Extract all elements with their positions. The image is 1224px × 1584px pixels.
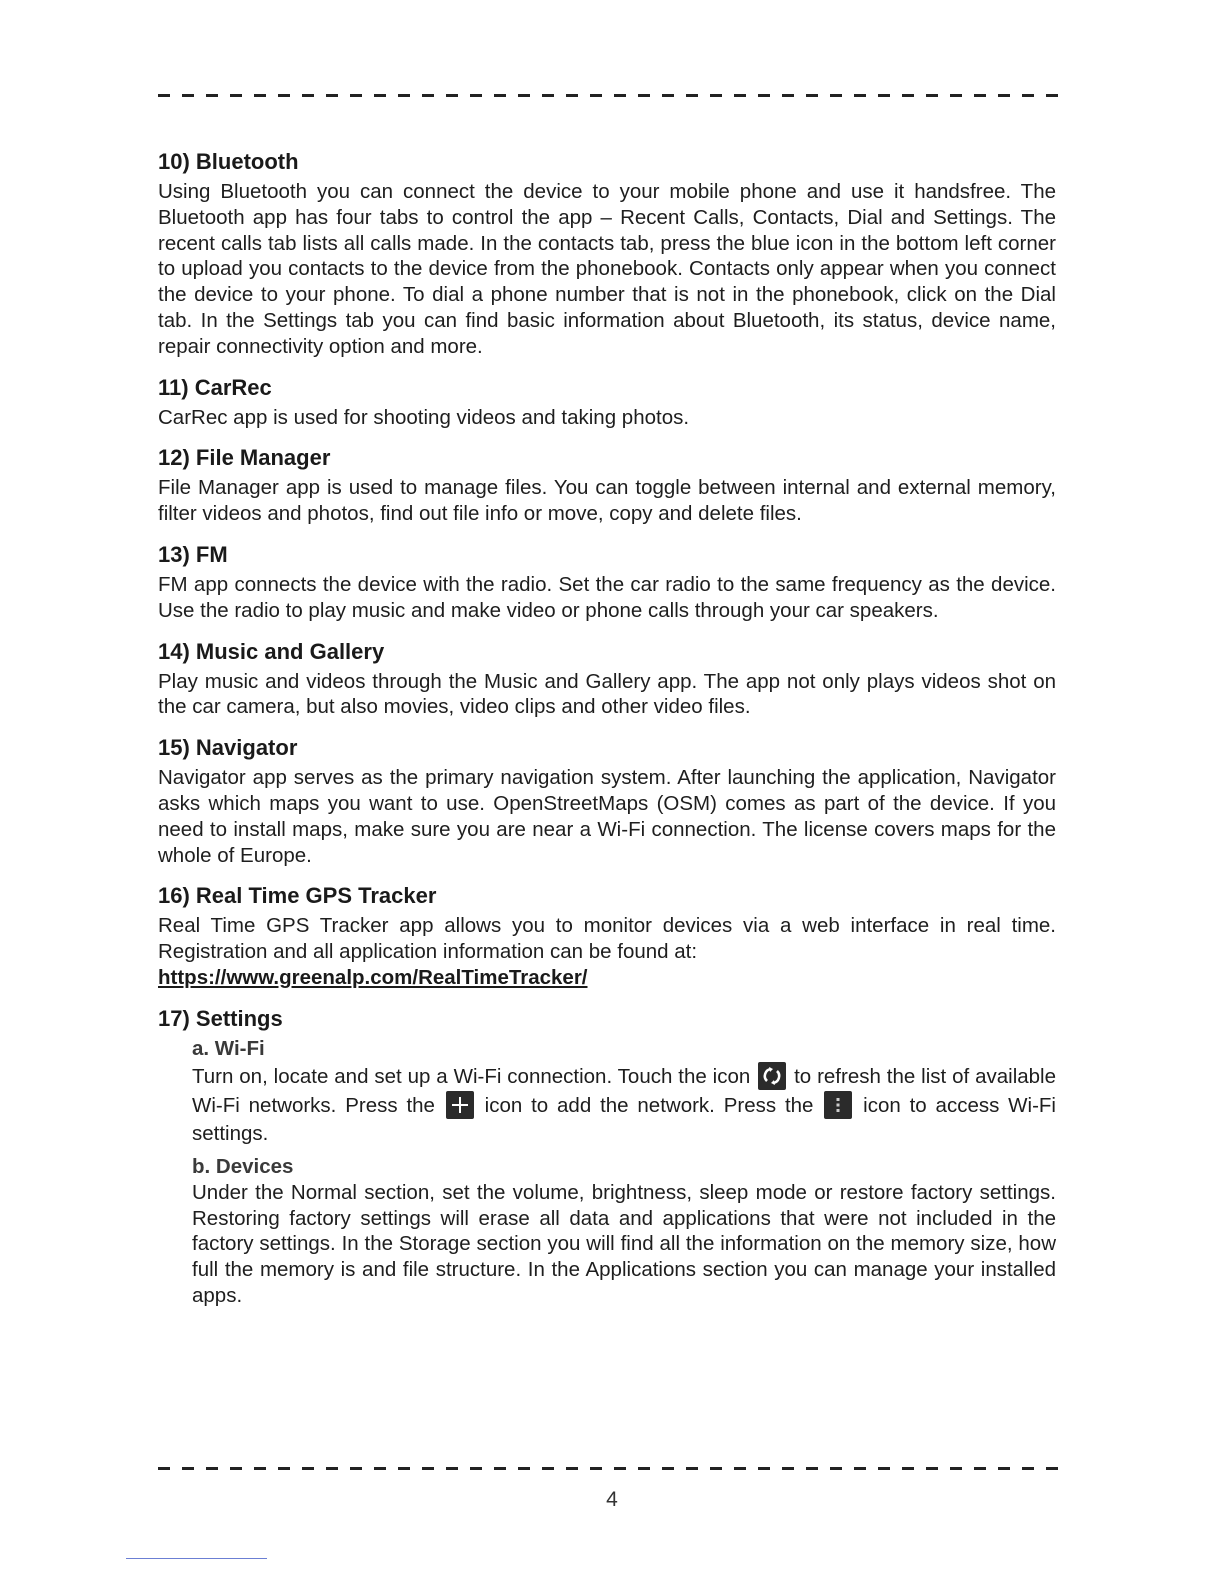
section-bluetooth <box>158 148 1056 360</box>
wifi-text: to refresh the list of available Wi-Fi networks. Press the <box>192 1064 1057 1117</box>
section-body: Real Time GPS Tracker app allows you to monitor devices via a web interface in real time. Registration and all application information can be found at: <box>158 914 1056 964</box>
wifi-text: Turn on, locate and set up a Wi-Fi connection. Touch the icon <box>192 1064 751 1088</box>
menu-dots-icon <box>824 1091 852 1119</box>
bottom-dashed-divider <box>158 1467 1058 1470</box>
plus-icon <box>446 1091 474 1119</box>
subsection-devices <box>192 1154 1056 1309</box>
section-body: File Manager app is used to manage files. You can toggle between internal and external memory, filter videos and photos, find out file info or move, copy and delete files. <box>158 476 1056 526</box>
section-title: 17) Settings <box>158 1005 283 1031</box>
subsection-title: a. Wi-Fi <box>192 1036 265 1060</box>
wifi-text: icon to add the network. Press the <box>484 1093 814 1117</box>
section-carrec <box>158 374 1056 431</box>
section-fm <box>158 541 1056 624</box>
section-file-manager <box>158 444 1056 527</box>
section-body: Using Bluetooth you can connect the device to your mobile phone and use it handsfree. The Bluetooth app has four tabs to control the app – Recent Calls, Contacts, Dial and Settings. The recent calls tab lists all calls made. In the contacts tab, press the blue icon in the bottom left corner to upload you contacts to the device from the phonebook. Contacts only appear when you connect the device to your phone. To dial a phone number that is not in the phonebook, click on the Dial tab. In the Settings tab you can find basic information about Bluetooth, its status, device name, repair connectivity option and more. <box>158 180 1056 358</box>
refresh-icon <box>758 1062 786 1090</box>
section-body: Navigator app serves as the primary navigation system. After launching the application, Navigator asks which maps you want to use. OpenStreetMaps (OSM) comes as part of the device. If you need to install maps, make sure you are near a Wi-Fi connection. The license covers maps for the whole of Europe. <box>158 766 1056 867</box>
tracker-link[interactable]: https://www.greenalp.com/RealTimeTracker/ <box>158 965 588 989</box>
section-title: 15) Navigator <box>158 735 298 761</box>
section-navigator <box>158 734 1056 868</box>
section-title: 11) CarRec <box>158 374 272 400</box>
footer-rule <box>126 1558 267 1559</box>
section-title: 13) FM <box>158 541 228 567</box>
section-title: 14) Music and Gallery <box>158 638 385 664</box>
section-title: 10) Bluetooth <box>158 149 299 174</box>
devices-body: Under the Normal section, set the volume, brightness, sleep mode or restore factory settings. Restoring factory settings will erase all data and applications that were not included in the factory settings. In the Storage section you will find all the information on the memory size, how full the memory is and file structure. In the Applications section you can manage your installed apps. <box>192 1180 1056 1307</box>
page-content <box>158 148 1056 1323</box>
section-title: 16) Real Time GPS Tracker <box>158 883 437 909</box>
section-title: 12) File Manager <box>158 445 331 471</box>
section-body: FM app connects the device with the radio. Set the car radio to the same frequency as the device. Use the radio to play music and make video or phone calls through your car speakers. <box>158 572 1056 622</box>
section-music-gallery <box>158 638 1056 721</box>
wifi-body <box>192 1062 1056 1148</box>
subsection-title: b. Devices <box>192 1154 294 1178</box>
section-body: Play music and videos through the Music and Gallery app. The app not only plays videos shot on the car camera, but also movies, video clips and other video files. <box>158 669 1056 719</box>
section-gps-tracker <box>158 882 1056 990</box>
section-body: CarRec app is used for shooting videos and taking photos. <box>158 405 690 429</box>
section-settings <box>158 1005 1056 1309</box>
subsection-wifi <box>192 1036 1056 1148</box>
wifi-text: icon to access Wi-Fi settings. <box>192 1093 1056 1145</box>
page-number: 4 <box>606 1488 618 1511</box>
top-dashed-divider <box>158 94 1058 97</box>
